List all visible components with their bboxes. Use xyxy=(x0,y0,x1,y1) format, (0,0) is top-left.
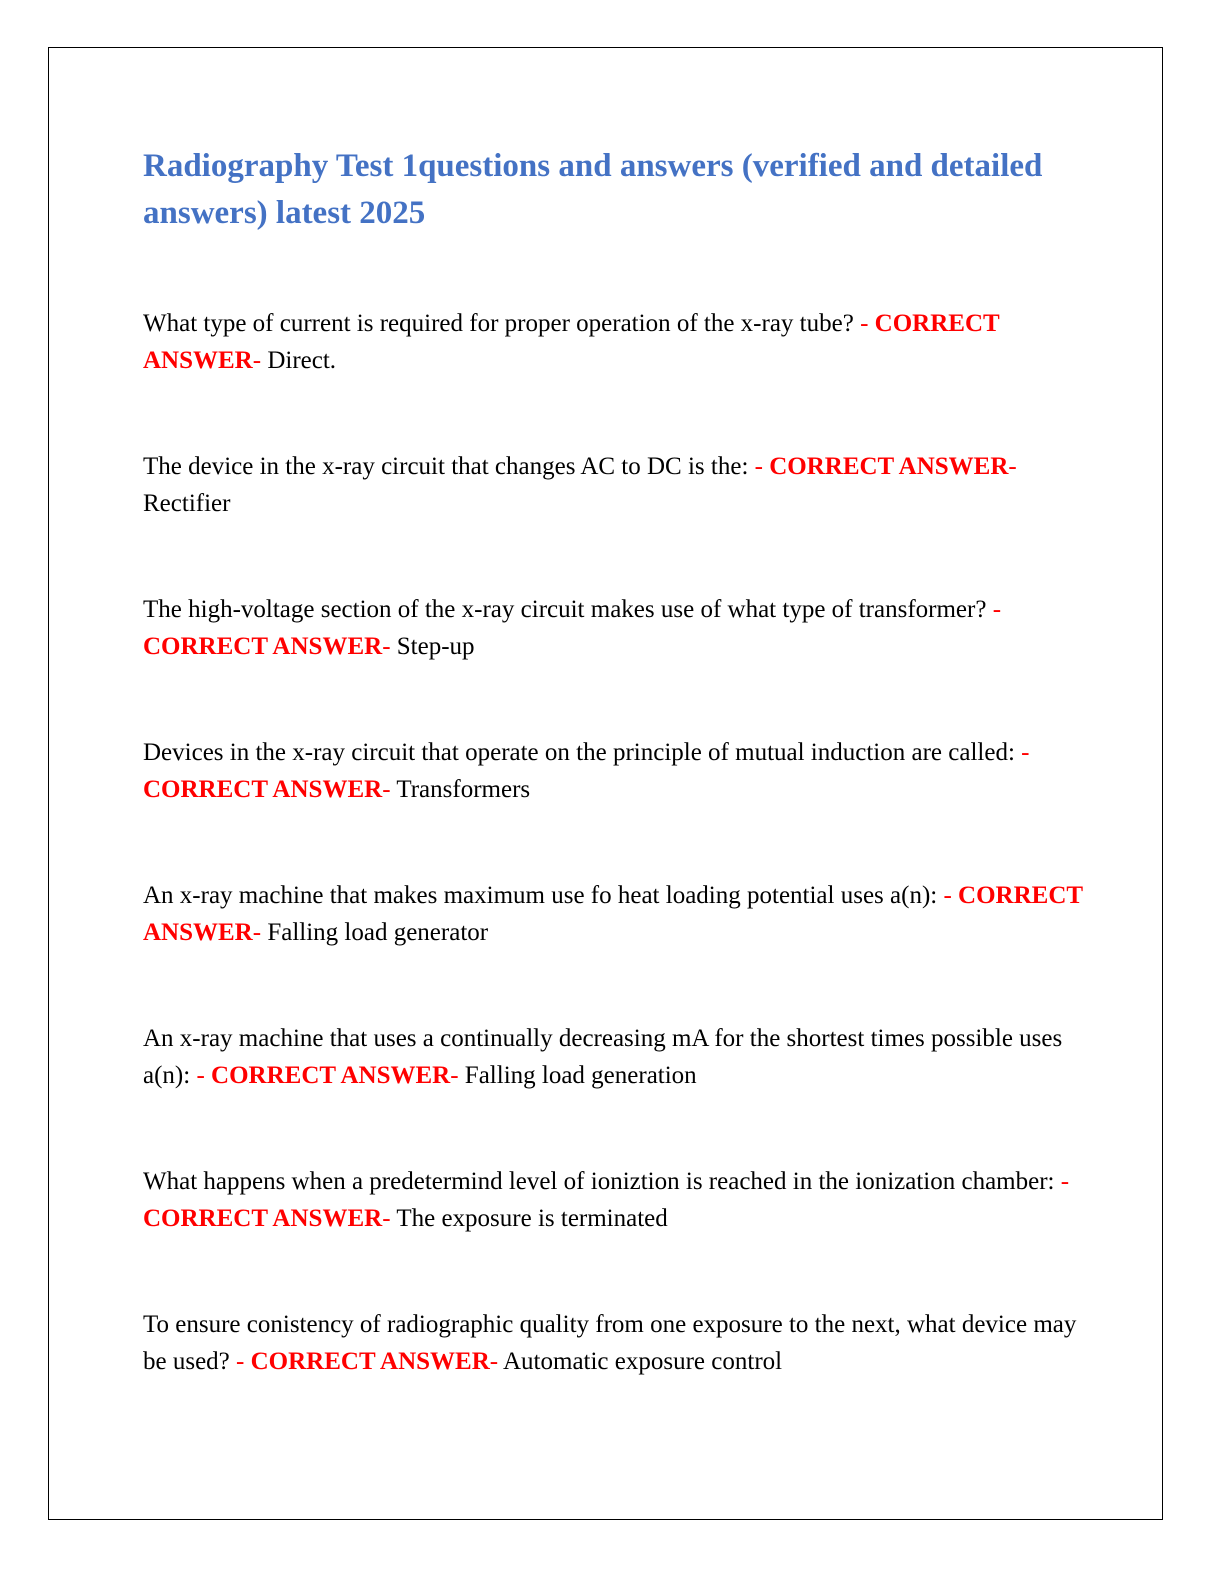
qa-question: The device in the x-ray circuit that changes AC to DC is the: xyxy=(143,453,749,480)
correct-answer-marker: - CORRECT ANSWER- xyxy=(143,310,1000,374)
qa-answer: The exposure is terminated xyxy=(396,1205,668,1232)
qa-item xyxy=(143,1020,1083,1094)
correct-answer-label: CORRECT ANSWER xyxy=(143,633,383,660)
qa-question: To ensure conistency of radiographic quality from one exposure to the next, what device may be used? xyxy=(143,1311,1077,1375)
qa-item xyxy=(143,877,1083,951)
correct-answer-label: CORRECT ANSWER xyxy=(143,310,1000,374)
qa-answer: Rectifier xyxy=(143,490,231,517)
document-title: Radiography Test 1questions and answers (verified and detailed answers) latest 2025 xyxy=(143,148,1043,231)
correct-answer-marker: - CORRECT ANSWER- xyxy=(143,596,1002,660)
qa-question: What happens when a predetermind level of ioniztion is reached in the ionization chamber: xyxy=(143,1168,1055,1195)
qa-item xyxy=(143,1163,1083,1237)
correct-answer-label: CORRECT ANSWER xyxy=(769,453,1009,480)
qa-item xyxy=(143,591,1083,665)
qa-question: An x-ray machine that uses a continually decreasing mA for the shortest times possible uses a(n): xyxy=(143,1025,1063,1089)
qa-question: What type of current is required for proper operation of the x-ray tube? xyxy=(143,310,854,337)
qa-answer: Direct. xyxy=(267,347,337,374)
correct-answer-label: CORRECT ANSWER xyxy=(143,1205,383,1232)
correct-answer-label: CORRECT ANSWER xyxy=(143,882,1083,946)
qa-list xyxy=(143,305,1083,1449)
qa-answer: Falling load generator xyxy=(267,919,489,946)
qa-item xyxy=(143,305,1083,379)
correct-answer-label: CORRECT ANSWER xyxy=(143,776,383,803)
qa-answer: Step-up xyxy=(396,633,475,660)
qa-item xyxy=(143,734,1083,808)
qa-item xyxy=(143,448,1083,522)
qa-question: Devices in the x-ray circuit that operate on the principle of mutual induction are called: xyxy=(143,739,1015,766)
qa-answer: Automatic exposure control xyxy=(503,1348,783,1375)
qa-question: An x-ray machine that makes maximum use fo heat loading potential uses a(n): xyxy=(143,882,938,909)
correct-answer-label: CORRECT ANSWER xyxy=(211,1062,451,1089)
qa-item xyxy=(143,1306,1083,1380)
correct-answer-marker: - CORRECT ANSWER- xyxy=(143,882,1083,946)
correct-answer-marker: - CORRECT ANSWER- xyxy=(196,1062,459,1089)
qa-question: The high-voltage section of the x-ray circuit makes use of what type of transformer? xyxy=(143,596,987,623)
correct-answer-marker: - CORRECT ANSWER- xyxy=(236,1348,499,1375)
correct-answer-marker: - CORRECT ANSWER- xyxy=(143,739,1030,803)
correct-answer-marker: - CORRECT ANSWER- xyxy=(754,453,1017,480)
qa-answer: Falling load generation xyxy=(464,1062,697,1089)
qa-answer: Transformers xyxy=(396,776,531,803)
correct-answer-label: CORRECT ANSWER xyxy=(250,1348,490,1375)
correct-answer-marker: - CORRECT ANSWER- xyxy=(143,1168,1070,1232)
